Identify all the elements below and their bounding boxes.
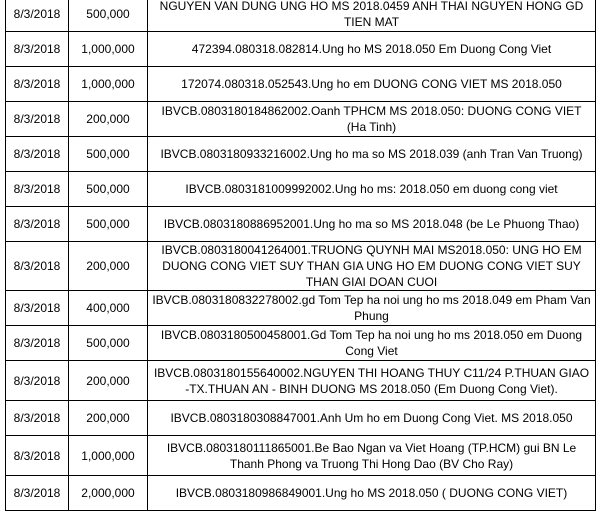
amount-cell[interactable]: 200,000 (69, 102, 148, 137)
table-row (6, 32, 596, 67)
table-row (6, 207, 596, 242)
amount-cell[interactable]: 500,000 (69, 172, 148, 207)
description-cell[interactable]: IBVCB.0803180308847001.Anh Um ho em Duong Cong Viet. MS 2018.050 (148, 401, 596, 436)
donation-table (5, 0, 596, 511)
description-cell[interactable]: IBVCB.0803180500458001.Gd Tom Tep ha noi ung ho ms 2018.050 em Duong Cong Viet (148, 326, 596, 361)
description-cell[interactable]: IBVCB.0803180986849001.Ung ho MS 2018.050 ( DUONG CONG VIET) (148, 476, 596, 511)
date-cell[interactable]: 8/3/2018 (6, 476, 69, 511)
date-cell[interactable]: 8/3/2018 (6, 67, 69, 102)
description-cell[interactable]: IBVCB.0803180111865001.Be Bao Ngan va Viet Hoang (TP.HCM) gui BN Le Thanh Phong va Truong Thi Hong Dao (BV Cho Ray) (148, 436, 596, 476)
table-row (6, 0, 596, 32)
description-cell[interactable]: IBVCB.0803180832278002.gd Tom Tep ha noi ung ho ms 2018.049 em Pham Van Phung (148, 291, 596, 326)
description-cell[interactable]: IBVCB.0803180933216002.Ung ho ma so MS 2018.039 (anh Tran Van Truong) (148, 137, 596, 172)
table-row (6, 436, 596, 476)
description-cell[interactable]: 172074.080318.052543.Ung ho em DUONG CONG VIET MS 2018.050 (148, 67, 596, 102)
table-row (6, 476, 596, 511)
amount-cell[interactable]: 1,000,000 (69, 67, 148, 102)
description-cell[interactable]: IBVCB.0803180041264001.TRUONG QUYNH MAI MS2018.050: UNG HO EM DUONG CONG VIET SUY THAN GIA UNG HO EM DUONG CONG VIET SUY THAN GIAI DOAN CUOI (148, 242, 596, 291)
table-row (6, 172, 596, 207)
table-row (6, 67, 596, 102)
date-cell[interactable]: 8/3/2018 (6, 436, 69, 476)
date-cell[interactable]: 8/3/2018 (6, 32, 69, 67)
amount-cell[interactable]: 1,000,000 (69, 32, 148, 67)
amount-cell[interactable]: 500,000 (69, 207, 148, 242)
table-row (6, 361, 596, 401)
date-cell[interactable]: 8/3/2018 (6, 291, 69, 326)
date-cell[interactable]: 8/3/2018 (6, 172, 69, 207)
table-row (6, 326, 596, 361)
table-row (6, 242, 596, 291)
amount-cell[interactable]: 500,000 (69, 326, 148, 361)
date-cell[interactable]: 8/3/2018 (6, 242, 69, 291)
amount-cell[interactable]: 200,000 (69, 401, 148, 436)
amount-cell[interactable]: 200,000 (69, 242, 148, 291)
amount-cell[interactable]: 1,000,000 (69, 436, 148, 476)
amount-cell[interactable]: 500,000 (69, 137, 148, 172)
date-cell[interactable]: 8/3/2018 (6, 326, 69, 361)
table-row (6, 102, 596, 137)
table-row (6, 401, 596, 436)
description-cell[interactable]: 472394.080318.082814.Ung ho MS 2018.050 Em Duong Cong Viet (148, 32, 596, 67)
amount-cell[interactable]: 200,000 (69, 361, 148, 401)
date-cell[interactable]: 8/3/2018 (6, 0, 69, 32)
table-row (6, 137, 596, 172)
table-row (6, 291, 596, 326)
description-cell[interactable]: IBVCB.0803180184862002.Oanh TPHCM MS 2018.050: DUONG CONG VIET (Ha Tinh) (148, 102, 596, 137)
description-cell[interactable]: IBVCB.0803180886952001.Ung ho ma so MS 2018.048 (be Le Phuong Thao) (148, 207, 596, 242)
date-cell[interactable]: 8/3/2018 (6, 401, 69, 436)
amount-cell[interactable]: 400,000 (69, 291, 148, 326)
amount-cell[interactable]: 2,000,000 (69, 476, 148, 511)
date-cell[interactable]: 8/3/2018 (6, 207, 69, 242)
description-cell[interactable]: IBVCB.0803181009992002.Ung ho ms: 2018.050 em duong cong viet (148, 172, 596, 207)
amount-cell[interactable]: 500,000 (69, 0, 148, 32)
description-cell[interactable]: NGUYEN VAN DUNG UNG HO MS 2018.0459 ANH THAI NGUYEN HONG GD TIEN MAT (148, 0, 596, 32)
description-cell[interactable]: IBVCB.0803180155640002.NGUYEN THI HOANG THUY C11/24 P.THUAN GIAO -TX.THUAN AN - BINH DUONG MS 2018.050 (Em Duong Cong Viet). (148, 361, 596, 401)
date-cell[interactable]: 8/3/2018 (6, 137, 69, 172)
date-cell[interactable]: 8/3/2018 (6, 102, 69, 137)
date-cell[interactable]: 8/3/2018 (6, 361, 69, 401)
